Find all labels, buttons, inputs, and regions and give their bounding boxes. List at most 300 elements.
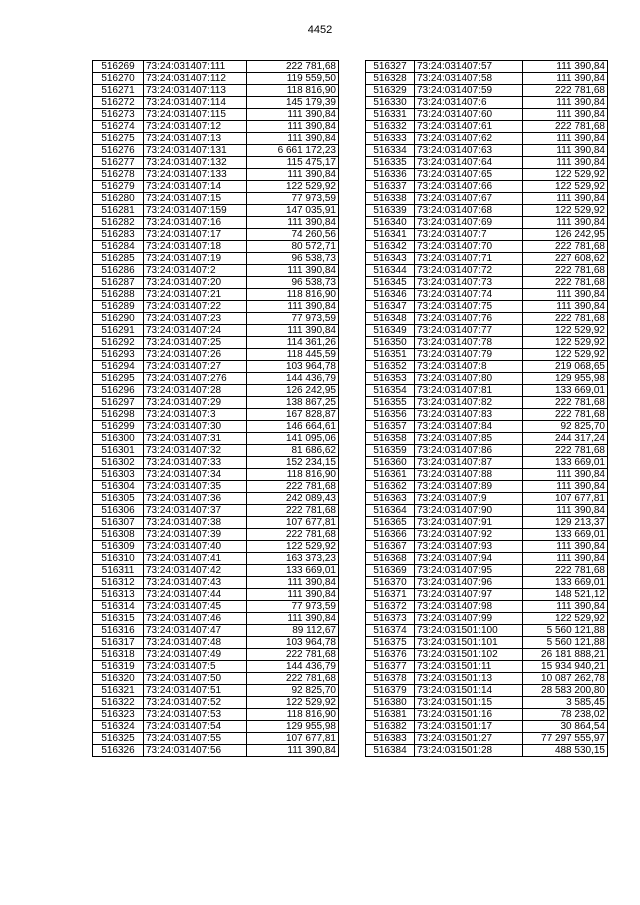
row-id: 516335 [366, 157, 415, 169]
row-id: 516291 [93, 325, 144, 337]
table-row [366, 529, 608, 541]
cadastral-number: 73:24:031407:58 [415, 73, 523, 85]
row-id: 516316 [93, 625, 144, 637]
cadastral-value: 111 390,84 [523, 97, 608, 109]
cadastral-number: 73:24:031407:98 [415, 601, 523, 613]
table-row [93, 541, 339, 553]
row-id: 516290 [93, 313, 144, 325]
cadastral-number: 73:24:031407:23 [144, 313, 247, 325]
row-id: 516283 [93, 229, 144, 241]
cadastral-number: 73:24:031407:49 [144, 649, 247, 661]
cadastral-number: 73:24:031407:30 [144, 421, 247, 433]
row-id: 516367 [366, 541, 415, 553]
row-id: 516348 [366, 313, 415, 325]
row-id: 516302 [93, 457, 144, 469]
row-id: 516281 [93, 205, 144, 217]
cadastral-value: 26 181 888,21 [523, 649, 608, 661]
row-id: 516310 [93, 553, 144, 565]
table-row [93, 241, 339, 253]
cadastral-number: 73:24:031407:84 [415, 421, 523, 433]
cadastral-number: 73:24:031407:94 [415, 553, 523, 565]
cadastral-value: 118 445,59 [247, 349, 339, 361]
table-row [366, 241, 608, 253]
table-row [93, 613, 339, 625]
cadastral-number: 73:24:031407:57 [415, 61, 523, 73]
table-row [366, 493, 608, 505]
cadastral-value: 115 475,17 [247, 157, 339, 169]
cadastral-number: 73:24:031407:60 [415, 109, 523, 121]
row-id: 516299 [93, 421, 144, 433]
cadastral-value: 107 677,81 [247, 733, 339, 745]
table-row [366, 733, 608, 745]
table-row [93, 181, 339, 193]
cadastral-number: 73:24:031501:28 [415, 745, 523, 757]
cadastral-number: 73:24:031407:81 [415, 385, 523, 397]
table-row [93, 229, 339, 241]
row-id: 516273 [93, 109, 144, 121]
table-row [366, 349, 608, 361]
cadastral-value: 107 677,81 [523, 493, 608, 505]
table-row [93, 277, 339, 289]
cadastral-value: 114 361,26 [247, 337, 339, 349]
row-id: 516277 [93, 157, 144, 169]
row-id: 516330 [366, 97, 415, 109]
table-row [93, 121, 339, 133]
table-row [366, 181, 608, 193]
cadastral-number: 73:24:031407:76 [415, 313, 523, 325]
table-row [93, 733, 339, 745]
table-row [93, 685, 339, 697]
cadastral-value: 144 436,79 [247, 661, 339, 673]
cadastral-number: 73:24:031407:111 [144, 61, 247, 73]
table-row [93, 709, 339, 721]
cadastral-number: 73:24:031407:21 [144, 289, 247, 301]
cadastral-number: 73:24:031501:27 [415, 733, 523, 745]
cadastral-number: 73:24:031407:20 [144, 277, 247, 289]
cadastral-value: 111 390,84 [247, 745, 339, 757]
cadastral-value: 145 179,39 [247, 97, 339, 109]
row-id: 516278 [93, 169, 144, 181]
row-id: 516286 [93, 265, 144, 277]
cadastral-value: 74 260,56 [247, 229, 339, 241]
table-row [93, 397, 339, 409]
cadastral-value: 122 529,92 [523, 325, 608, 337]
cadastral-number: 73:24:031407:52 [144, 697, 247, 709]
cadastral-value: 111 390,84 [523, 73, 608, 85]
cadastral-value: 133 669,01 [523, 529, 608, 541]
cadastral-value: 77 297 555,97 [523, 733, 608, 745]
cadastral-number: 73:24:031407:159 [144, 205, 247, 217]
cadastral-value: 222 781,68 [247, 529, 339, 541]
row-id: 516326 [93, 745, 144, 757]
table-row [366, 649, 608, 661]
row-id: 516378 [366, 673, 415, 685]
row-id: 516321 [93, 685, 144, 697]
table-row [93, 625, 339, 637]
row-id: 516318 [93, 649, 144, 661]
cadastral-number: 73:24:031407:28 [144, 385, 247, 397]
cadastral-number: 73:24:031407:89 [415, 481, 523, 493]
table-row [366, 433, 608, 445]
cadastral-value: 111 390,84 [523, 541, 608, 553]
cadastral-number: 73:24:031407:48 [144, 637, 247, 649]
cadastral-value: 28 583 200,80 [523, 685, 608, 697]
cadastral-value: 122 529,92 [247, 541, 339, 553]
row-id: 516317 [93, 637, 144, 649]
row-id: 516288 [93, 289, 144, 301]
cadastral-value: 222 781,68 [247, 61, 339, 73]
row-id: 516342 [366, 241, 415, 253]
cadastral-value: 111 390,84 [523, 109, 608, 121]
table-row [93, 325, 339, 337]
cadastral-number: 73:24:031407:86 [415, 445, 523, 457]
cadastral-value: 227 608,62 [523, 253, 608, 265]
cadastral-value: 92 825,70 [523, 421, 608, 433]
cadastral-value: 146 664,61 [247, 421, 339, 433]
table-row [366, 205, 608, 217]
table-row [93, 565, 339, 577]
row-id: 516308 [93, 529, 144, 541]
cadastral-value: 111 390,84 [247, 301, 339, 313]
table-row [93, 301, 339, 313]
cadastral-number: 73:24:031407:63 [415, 145, 523, 157]
table-row [93, 481, 339, 493]
row-id: 516298 [93, 409, 144, 421]
cadastral-value: 122 529,92 [523, 181, 608, 193]
table-row [93, 577, 339, 589]
table-row [366, 73, 608, 85]
table-row [366, 673, 608, 685]
row-id: 516292 [93, 337, 144, 349]
cadastral-number: 73:24:031407:92 [415, 529, 523, 541]
table-row [93, 457, 339, 469]
cadastral-number: 73:24:031407:50 [144, 673, 247, 685]
table-row [93, 697, 339, 709]
cadastral-value: 111 390,84 [247, 613, 339, 625]
cadastral-number: 73:24:031407:112 [144, 73, 247, 85]
row-id: 516333 [366, 133, 415, 145]
row-id: 516306 [93, 505, 144, 517]
cadastral-value: 163 373,23 [247, 553, 339, 565]
table-row [93, 253, 339, 265]
cadastral-value: 30 864,54 [523, 721, 608, 733]
cadastral-value: 111 390,84 [523, 505, 608, 517]
cadastral-number: 73:24:031407:66 [415, 181, 523, 193]
cadastral-number: 73:24:031407:51 [144, 685, 247, 697]
table-row [366, 577, 608, 589]
table-row [366, 661, 608, 673]
cadastral-value: 89 112,67 [247, 625, 339, 637]
cadastral-value: 103 964,78 [247, 637, 339, 649]
table-row [366, 121, 608, 133]
row-id: 516301 [93, 445, 144, 457]
table-row [366, 445, 608, 457]
table-row [366, 301, 608, 313]
table-row [366, 61, 608, 73]
cadastral-value: 133 669,01 [523, 457, 608, 469]
table-row [366, 373, 608, 385]
cadastral-number: 73:24:031407:115 [144, 109, 247, 121]
row-id: 516373 [366, 613, 415, 625]
cadastral-value: 96 538,73 [247, 277, 339, 289]
cadastral-value: 77 973,59 [247, 601, 339, 613]
cadastral-value: 111 390,84 [523, 301, 608, 313]
table-row [93, 517, 339, 529]
row-id: 516332 [366, 121, 415, 133]
row-id: 516377 [366, 661, 415, 673]
cadastral-number: 73:24:031407:72 [415, 265, 523, 277]
cadastral-value: 129 955,98 [247, 721, 339, 733]
row-id: 516337 [366, 181, 415, 193]
row-id: 516380 [366, 697, 415, 709]
cadastral-value: 122 529,92 [247, 181, 339, 193]
cadastral-number: 73:24:031407:5 [144, 661, 247, 673]
cadastral-number: 73:24:031407:74 [415, 289, 523, 301]
cadastral-number: 73:24:031407:78 [415, 337, 523, 349]
row-id: 516352 [366, 361, 415, 373]
table-row [366, 265, 608, 277]
row-id: 516279 [93, 181, 144, 193]
cadastral-number: 73:24:031407:7 [415, 229, 523, 241]
cadastral-number: 73:24:031407:15 [144, 193, 247, 205]
table-row [93, 385, 339, 397]
table-row [366, 697, 608, 709]
cadastral-value: 122 529,92 [523, 169, 608, 181]
row-id: 516346 [366, 289, 415, 301]
table-row [93, 145, 339, 157]
cadastral-number: 73:24:031407:38 [144, 517, 247, 529]
cadastral-value: 141 095,06 [247, 433, 339, 445]
cadastral-number: 73:24:031407:34 [144, 469, 247, 481]
row-id: 516323 [93, 709, 144, 721]
row-id: 516354 [366, 385, 415, 397]
row-id: 516329 [366, 85, 415, 97]
cadastral-number: 73:24:031407:87 [415, 457, 523, 469]
table-row [93, 265, 339, 277]
row-id: 516343 [366, 253, 415, 265]
cadastral-number: 73:24:031407:73 [415, 277, 523, 289]
row-id: 516275 [93, 133, 144, 145]
table-row [366, 109, 608, 121]
cadastral-number: 73:24:031407:82 [415, 397, 523, 409]
registry-table-left [92, 60, 339, 757]
row-id: 516311 [93, 565, 144, 577]
cadastral-value: 222 781,68 [247, 673, 339, 685]
table-row [93, 469, 339, 481]
row-id: 516289 [93, 301, 144, 313]
cadastral-number: 73:24:031407:54 [144, 721, 247, 733]
row-id: 516338 [366, 193, 415, 205]
cadastral-value: 80 572,71 [247, 241, 339, 253]
cadastral-value: 111 390,84 [523, 217, 608, 229]
table-row [93, 205, 339, 217]
cadastral-number: 73:24:031407:75 [415, 301, 523, 313]
cadastral-value: 129 213,37 [523, 517, 608, 529]
cadastral-value: 242 089,43 [247, 493, 339, 505]
row-id: 516370 [366, 577, 415, 589]
cadastral-number: 73:24:031407:276 [144, 373, 247, 385]
table-row [93, 445, 339, 457]
cadastral-value: 111 390,84 [523, 289, 608, 301]
table-row [93, 421, 339, 433]
cadastral-number: 73:24:031407:42 [144, 565, 247, 577]
cadastral-value: 111 390,84 [523, 145, 608, 157]
cadastral-number: 73:24:031407:133 [144, 169, 247, 181]
row-id: 516363 [366, 493, 415, 505]
cadastral-number: 73:24:031407:99 [415, 613, 523, 625]
row-id: 516344 [366, 265, 415, 277]
cadastral-number: 73:24:031407:8 [415, 361, 523, 373]
row-id: 516319 [93, 661, 144, 673]
cadastral-number: 73:24:031407:96 [415, 577, 523, 589]
cadastral-number: 73:24:031407:114 [144, 97, 247, 109]
table-row [93, 661, 339, 673]
cadastral-value: 111 390,84 [523, 481, 608, 493]
cadastral-value: 111 390,84 [523, 553, 608, 565]
row-id: 516293 [93, 349, 144, 361]
cadastral-number: 73:24:031407:45 [144, 601, 247, 613]
table-row [93, 97, 339, 109]
table-row [93, 361, 339, 373]
row-id: 516374 [366, 625, 415, 637]
cadastral-value: 92 825,70 [247, 685, 339, 697]
row-id: 516313 [93, 589, 144, 601]
cadastral-number: 73:24:031407:36 [144, 493, 247, 505]
cadastral-value: 222 781,68 [523, 277, 608, 289]
table-row [366, 313, 608, 325]
cadastral-value: 222 781,68 [523, 265, 608, 277]
table-row [93, 337, 339, 349]
cadastral-number: 73:24:031407:91 [415, 517, 523, 529]
cadastral-value: 15 934 940,21 [523, 661, 608, 673]
table-row [366, 217, 608, 229]
cadastral-number: 73:24:031407:70 [415, 241, 523, 253]
cadastral-value: 118 816,90 [247, 85, 339, 97]
table-row [366, 361, 608, 373]
row-id: 516297 [93, 397, 144, 409]
cadastral-value: 10 087 262,78 [523, 673, 608, 685]
table-row [366, 337, 608, 349]
table-row [93, 529, 339, 541]
cadastral-number: 73:24:031407:13 [144, 133, 247, 145]
cadastral-number: 73:24:031407:14 [144, 181, 247, 193]
cadastral-number: 73:24:031407:62 [415, 133, 523, 145]
cadastral-number: 73:24:031407:59 [415, 85, 523, 97]
row-id: 516358 [366, 433, 415, 445]
table-row [93, 649, 339, 661]
cadastral-value: 96 538,73 [247, 253, 339, 265]
cadastral-number: 73:24:031501:14 [415, 685, 523, 697]
cadastral-value: 222 781,68 [247, 649, 339, 661]
cadastral-value: 222 781,68 [523, 241, 608, 253]
table-row [93, 589, 339, 601]
table-row [93, 289, 339, 301]
cadastral-value: 118 816,90 [247, 709, 339, 721]
cadastral-value: 3 585,45 [523, 697, 608, 709]
cadastral-number: 73:24:031407:97 [415, 589, 523, 601]
cadastral-value: 219 068,65 [523, 361, 608, 373]
table-row [93, 193, 339, 205]
row-id: 516368 [366, 553, 415, 565]
cadastral-number: 73:24:031407:37 [144, 505, 247, 517]
row-id: 516270 [93, 73, 144, 85]
table-row [366, 553, 608, 565]
table-row [366, 169, 608, 181]
cadastral-number: 73:24:031407:31 [144, 433, 247, 445]
cadastral-number: 73:24:031407:18 [144, 241, 247, 253]
table-row [93, 85, 339, 97]
registry-table-right [365, 60, 608, 757]
row-id: 516347 [366, 301, 415, 313]
row-id: 516294 [93, 361, 144, 373]
cadastral-value: 222 781,68 [523, 313, 608, 325]
row-id: 516328 [366, 73, 415, 85]
table-row [366, 565, 608, 577]
row-id: 516309 [93, 541, 144, 553]
cadastral-value: 129 955,98 [523, 373, 608, 385]
cadastral-number: 73:24:031407:69 [415, 217, 523, 229]
row-id: 516334 [366, 145, 415, 157]
table-row [93, 133, 339, 145]
table-row [366, 421, 608, 433]
table-row [93, 61, 339, 73]
table-row [366, 157, 608, 169]
row-id: 516371 [366, 589, 415, 601]
table-row [366, 505, 608, 517]
row-id: 516365 [366, 517, 415, 529]
table-row [93, 169, 339, 181]
cadastral-number: 73:24:031407:64 [415, 157, 523, 169]
row-id: 516359 [366, 445, 415, 457]
cadastral-value: 222 781,68 [523, 85, 608, 97]
cadastral-value: 148 521,12 [523, 589, 608, 601]
cadastral-number: 73:24:031407:6 [415, 97, 523, 109]
row-id: 516357 [366, 421, 415, 433]
table-row [366, 385, 608, 397]
row-id: 516382 [366, 721, 415, 733]
cadastral-number: 73:24:031407:44 [144, 589, 247, 601]
table-row [366, 193, 608, 205]
cadastral-value: 111 390,84 [247, 121, 339, 133]
cadastral-number: 73:24:031407:83 [415, 409, 523, 421]
cadastral-value: 138 867,25 [247, 397, 339, 409]
row-id: 516320 [93, 673, 144, 685]
cadastral-value: 111 390,84 [247, 589, 339, 601]
cadastral-value: 167 828,87 [247, 409, 339, 421]
row-id: 516295 [93, 373, 144, 385]
row-id: 516285 [93, 253, 144, 265]
row-id: 516322 [93, 697, 144, 709]
cadastral-number: 73:24:031501:13 [415, 673, 523, 685]
row-id: 516325 [93, 733, 144, 745]
cadastral-value: 152 234,15 [247, 457, 339, 469]
cadastral-value: 111 390,84 [523, 61, 608, 73]
cadastral-number: 73:24:031407:47 [144, 625, 247, 637]
cadastral-value: 119 559,50 [247, 73, 339, 85]
cadastral-value: 111 390,84 [247, 265, 339, 277]
cadastral-number: 73:24:031407:40 [144, 541, 247, 553]
cadastral-value: 222 781,68 [523, 445, 608, 457]
table-row [366, 625, 608, 637]
row-id: 516350 [366, 337, 415, 349]
cadastral-value: 107 677,81 [247, 517, 339, 529]
table-row [366, 721, 608, 733]
table-body-right [366, 61, 608, 757]
cadastral-value: 77 973,59 [247, 193, 339, 205]
row-id: 516351 [366, 349, 415, 361]
table-row [366, 325, 608, 337]
cadastral-value: 488 530,15 [523, 745, 608, 757]
